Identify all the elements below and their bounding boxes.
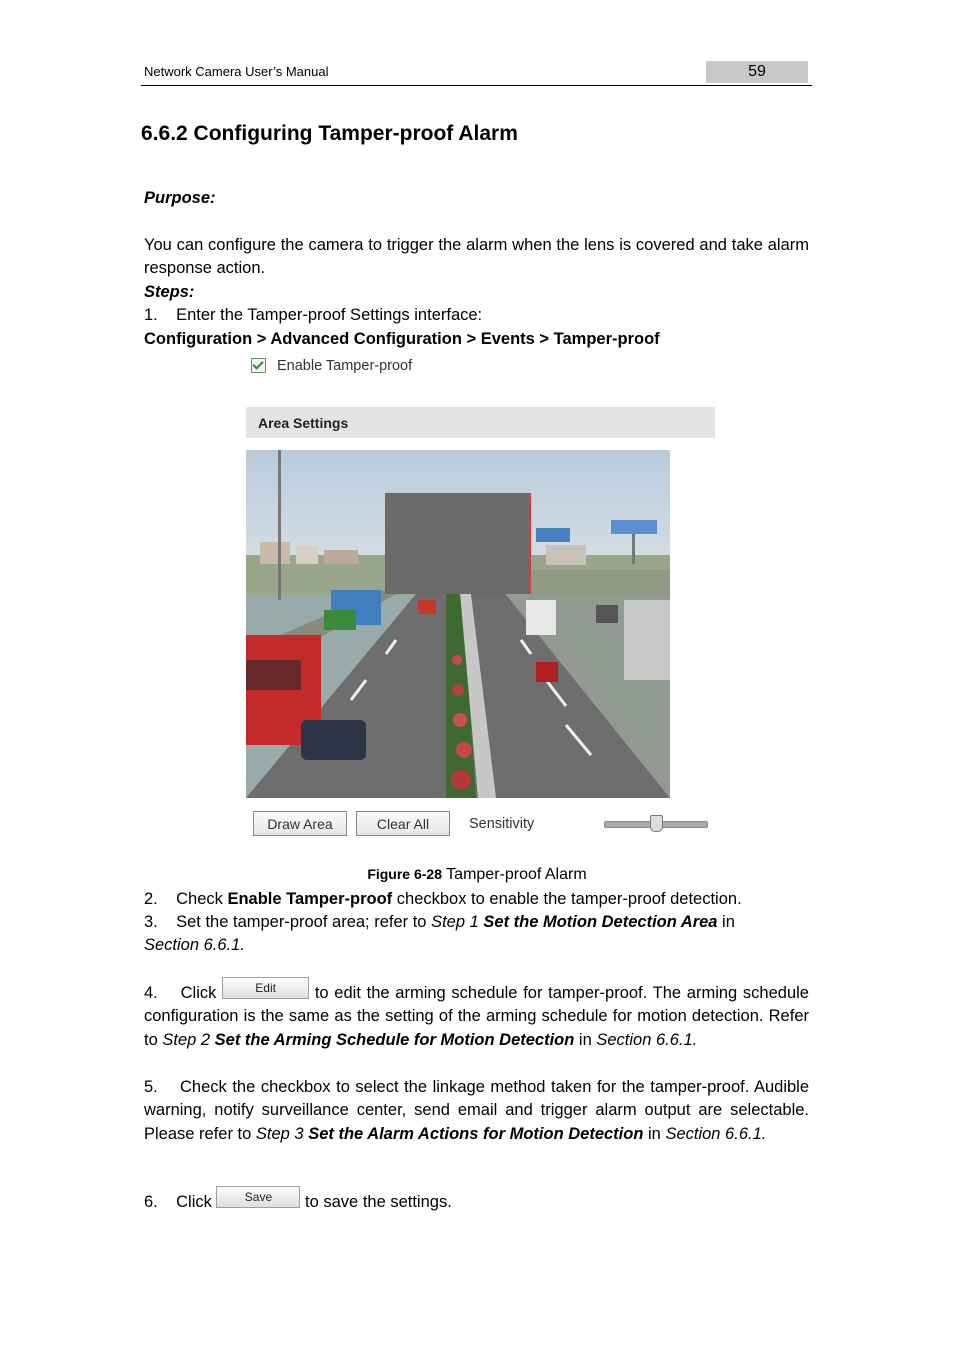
purpose-text: You can configure the camera to trigger the alarm when the lens is covered and take alarm response action. <box>144 236 809 278</box>
enable-tamper-proof-label: Enable Tamper-proof <box>277 358 413 374</box>
sensitivity-slider-handle[interactable] <box>650 815 663 832</box>
navigation-path: Configuration > Advanced Configuration > Events > Tamper-proof <box>144 330 660 348</box>
step-1: 1. Enter the Tamper-proof Settings interface: <box>144 306 483 324</box>
camera-live-view[interactable] <box>246 450 670 798</box>
step-4: 4. Click Edit to edit the arming schedule for tamper-proof. The arming schedule configuration is the same as the setting of the arming schedule for motion detection. Refer to Step 2 Set the Arming Schedule for Motion Detection in Section 6.6.1. <box>144 982 809 1052</box>
tamper-proof-area-mask[interactable] <box>385 493 531 594</box>
page-number: 59 <box>706 61 808 83</box>
step-3: 3. Set the tamper-proof area; refer to Step 1 Set the Motion Detection Area in Section 6.6.1. <box>144 913 735 955</box>
section-heading: 6.6.2 Configuring Tamper-proof Alarm <box>141 122 518 145</box>
step-6: 6. Click Save to save the settings. <box>144 1191 809 1214</box>
running-header: Network Camera User’s Manual <box>144 64 329 79</box>
enable-tamper-proof-checkbox[interactable] <box>251 358 266 373</box>
step-2: 2. Check Enable Tamper-proof checkbox to enable the tamper-proof detection. <box>144 890 742 908</box>
figure-caption: Figure 6-28 Tamper-proof Alarm <box>367 866 587 883</box>
area-settings-title: Area Settings <box>258 415 349 431</box>
edit-button[interactable]: Edit <box>222 977 309 999</box>
sensitivity-label: Sensitivity <box>469 816 535 832</box>
steps-label: Steps: <box>144 283 195 301</box>
clear-all-button[interactable]: Clear All <box>356 811 450 836</box>
draw-area-button[interactable]: Draw Area <box>253 811 347 836</box>
save-button[interactable]: Save <box>216 1186 300 1208</box>
step-5: 5. Check the checkbox to select the linkage method taken for the tamper-proof. Audible warning, notify surveillance center, send email and trigger alarm output are selectable. Please refer to Step 3 Set the Alarm Actions for Motion Detection in Section 6.6.1. <box>144 1078 809 1143</box>
purpose-label: Purpose: <box>144 189 216 207</box>
header-divider <box>141 85 812 86</box>
